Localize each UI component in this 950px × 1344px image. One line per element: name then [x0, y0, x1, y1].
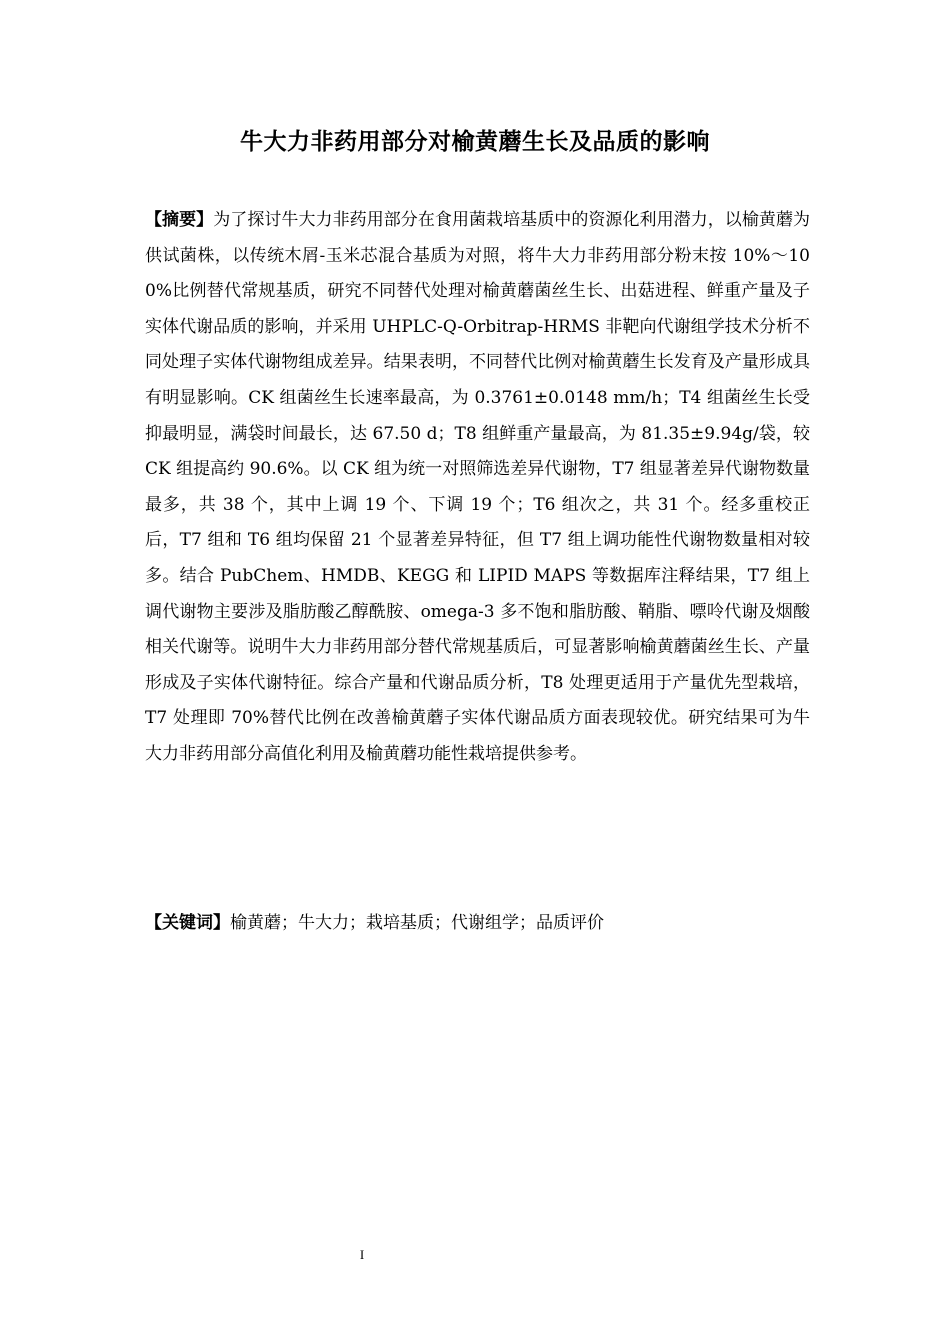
page-number: I [359, 1247, 365, 1262]
paper-title: 牛大力非药用部分对榆黄蘑生长及品质的影响 [240, 129, 710, 155]
abstract-paragraph [145, 203, 810, 773]
keywords-label: 【关键词】 [145, 913, 230, 933]
keywords-text: 榆黄蘑；牛大力；栽培基质；代谢组学；品质评价 [230, 913, 604, 933]
abstract-label: 【摘要】 [145, 210, 214, 230]
abstract-text: 为了探讨牛大力非药用部分在食用菌栽培基质中的资源化利用潜力，以榆黄蘑为供试菌株，以传统木屑-玉米芯混合基质为对照，将牛大力非药用部分粉末按 10%～100%比例替代常规基质，研究不同替代处理对榆黄蘑菌丝生长、出菇进程、鲜重产量及子实体代谢品质的影响，并采用 UHPLC-Q-Orbitrap-HRMS 非靶向代谢组学技术分析不同处理子实体代谢物组成差异。结果表明，不同替代比例对榆黄蘑生长发育及产量形成具有明显影响。CK 组菌丝生长速率最高，为 0.3761±0.0148 mm/h；T4 组菌丝生长受抑最明显，满袋时间最长，达 67.50 d；T8 组鲜重产量最高，为 81.35±9.94g/袋，较 CK 组提高约 90.6%。以 CK 组为统一对照筛选差异代谢物，T7 组显著差异代谢物数量最多，共 38 个，其中上调 19 个、下调 19 个；T6 组次之，共 31 个。经多重校正后，T7 组和 T6 组均保留 21 个显著差异特征，但 T7 组上调功能性代谢物数量相对较多。结合 PubChem、HMDB、KEGG 和 LIPID MAPS 等数据库注释结果，T7 组上调代谢物主要涉及脂肪酸乙醇酰胺、omega-3 多不饱和脂肪酸、鞘脂、嘌呤代谢及烟酸相关代谢等。说明牛大力非药用部分替代常规基质后，可显著影响榆黄蘑菌丝生长、产量形成及子实体代谢特征。综合产量和代谢品质分析，T8 处理更适用于产量优先型栽培，T7 处理即 70%替代比例在改善榆黄蘑子实体代谢品质方面表现较优。研究结果可为牛大力非药用部分高值化利用及榆黄蘑功能性栽培提供参考。 [145, 210, 811, 764]
keywords-paragraph [145, 906, 810, 942]
